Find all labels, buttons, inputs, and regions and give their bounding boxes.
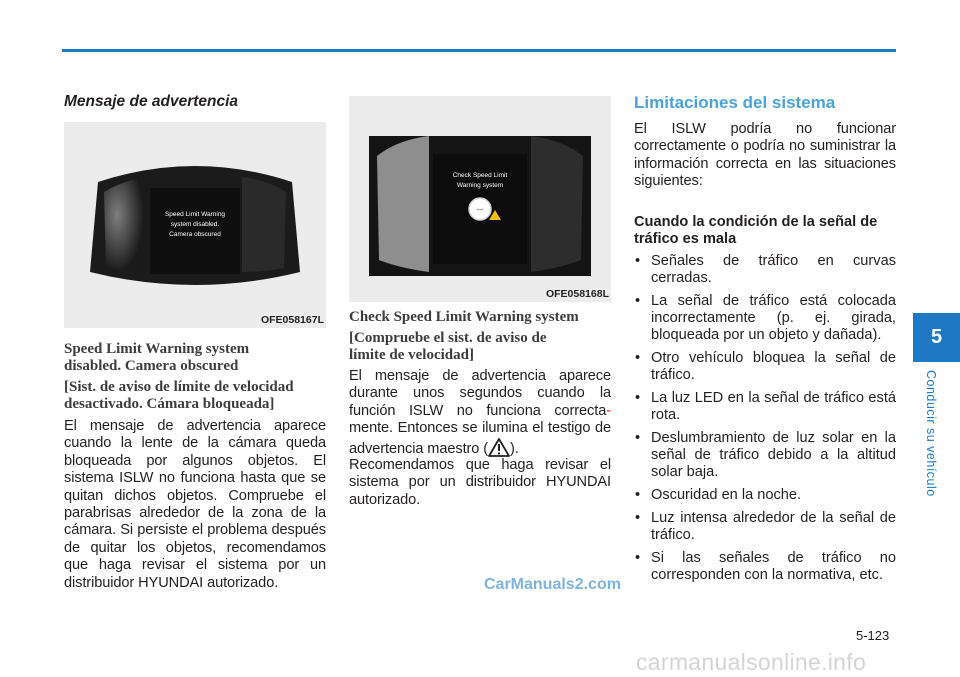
figure-code: OFE058167L bbox=[260, 314, 324, 326]
figure-check-system bbox=[349, 96, 611, 302]
body-text: ). bbox=[510, 440, 519, 457]
fig2-msg-line-2: Warning system bbox=[456, 182, 504, 189]
list-item-text: La luz LED en la señal de tráfico está rota. bbox=[651, 390, 896, 423]
list-item-text: Si las señales de tráfico no corresponden con la normativa, etc. bbox=[651, 550, 896, 583]
title-en-line: disabled. Camera obscured bbox=[64, 358, 239, 374]
title-es-line: desactivado. Cámara bloqueada] bbox=[64, 396, 275, 412]
bullet-dot: • bbox=[635, 350, 641, 366]
cluster-illustration bbox=[64, 122, 326, 328]
list-item bbox=[634, 293, 896, 344]
list-item bbox=[634, 487, 896, 504]
body-check-system-2: Recomendamos que haga revisar el sistema por un distribuidor HYUNDAI autorizado. bbox=[349, 457, 611, 508]
fig-msg-line-2: system disabled. bbox=[170, 221, 220, 228]
bullet-dot: • bbox=[635, 430, 641, 446]
title-es-line: [Compruebe el sist. de aviso de bbox=[349, 330, 547, 346]
title-en-check-system: Check Speed Limit Warning system bbox=[349, 309, 579, 325]
list-item bbox=[634, 550, 896, 584]
limitations-intro: El ISLW podría no funcionar correctamente o podría no suministrar la información correcta en las situaciones siguientes: bbox=[634, 121, 896, 190]
bullet-dot: • bbox=[635, 487, 641, 503]
title-es-line: límite de velocidad] bbox=[349, 347, 474, 363]
list-item bbox=[634, 253, 896, 287]
body-check-system-1 bbox=[349, 368, 611, 458]
list-item bbox=[634, 390, 896, 424]
watermark-bottom: carmanualsonline.info bbox=[636, 649, 867, 675]
title-es-check-system bbox=[349, 330, 611, 364]
watermark: CarManuals2.com bbox=[484, 576, 621, 593]
master-warning-triangle-icon bbox=[488, 438, 510, 457]
chapter-tab[interactable]: 5 bbox=[913, 313, 960, 362]
speed-sign-text: --- bbox=[476, 207, 484, 214]
bullet-dot: • bbox=[635, 293, 641, 309]
body-camera-obscured: El mensaje de advertencia aparece cuando la lente de la cámara queda bloqueada por algunos objetos. El sistema ISLW no funciona hasta que se quitan dichos objetos. Compruebe el parabrisas alrededor de la zona de la cámara. Si persiste el problema después de quitar los objetos, recomendamos que haga revisar el sistema por un distribuidor HYUNDAI autorizado. bbox=[64, 418, 326, 591]
red-hyphen: - bbox=[606, 402, 611, 419]
list-item-text: La señal de tráfico está colocada incorrectamente (p. ej. girada, bloqueada por un objeto y dañada). bbox=[651, 293, 896, 343]
cluster-illustration-2 bbox=[349, 96, 611, 302]
warning-message-heading: Mensaje de advertencia bbox=[64, 93, 239, 110]
list-item bbox=[634, 430, 896, 481]
list-item-text: Deslumbramiento de luz solar en la señal de tráfico debido a la altitud solar baja. bbox=[651, 430, 896, 480]
title-en-line: Speed Limit Warning system bbox=[64, 341, 250, 357]
bullet-dot: • bbox=[635, 390, 641, 406]
bullet-dot: • bbox=[635, 510, 641, 526]
list-item-text: Oscuridad en la noche. bbox=[651, 487, 802, 503]
figure-code-2: OFE058168L bbox=[545, 288, 609, 300]
body-text: mente. Entonces se ilumina el testigo de advertencia maestro ( bbox=[349, 420, 611, 457]
list-item bbox=[634, 510, 896, 544]
list-item-text: Luz intensa alrededor de la señal de tráfico. bbox=[651, 510, 896, 543]
list-item-text: Otro vehículo bloquea la señal de tráfico. bbox=[651, 350, 896, 383]
bad-sign-condition-subheading: Cuando la condición de la señal de tráfico es mala bbox=[634, 214, 878, 247]
bullet-dot: • bbox=[635, 550, 641, 566]
fig2-msg-line-1: Check Speed Limit bbox=[452, 172, 508, 179]
limitations-list bbox=[634, 253, 896, 590]
fig-msg-line-1: Speed Limit Warning bbox=[164, 211, 226, 218]
fig-msg-line-3: Camera obscured bbox=[169, 231, 221, 238]
chapter-label-text: Conducir su vehículo bbox=[924, 370, 938, 497]
title-en-camera-obscured bbox=[64, 341, 326, 375]
figure-camera-obscured bbox=[64, 122, 326, 328]
bullet-dot: • bbox=[635, 253, 641, 269]
page-number: 5-123 bbox=[856, 628, 890, 643]
list-item-text: Señales de tráfico en curvas cerradas. bbox=[651, 253, 896, 286]
title-es-line: [Sist. de aviso de límite de velocidad bbox=[64, 379, 294, 395]
body-text: El mensaje de advertencia aparece durante unos segundos cuando la función ISLW no funciona correcta bbox=[349, 368, 611, 419]
title-es-camera-obscured bbox=[64, 379, 326, 413]
list-item bbox=[634, 350, 896, 384]
chapter-label bbox=[924, 370, 944, 510]
top-rule bbox=[62, 49, 896, 52]
system-limitations-title: Limitaciones del sistema bbox=[634, 93, 836, 112]
